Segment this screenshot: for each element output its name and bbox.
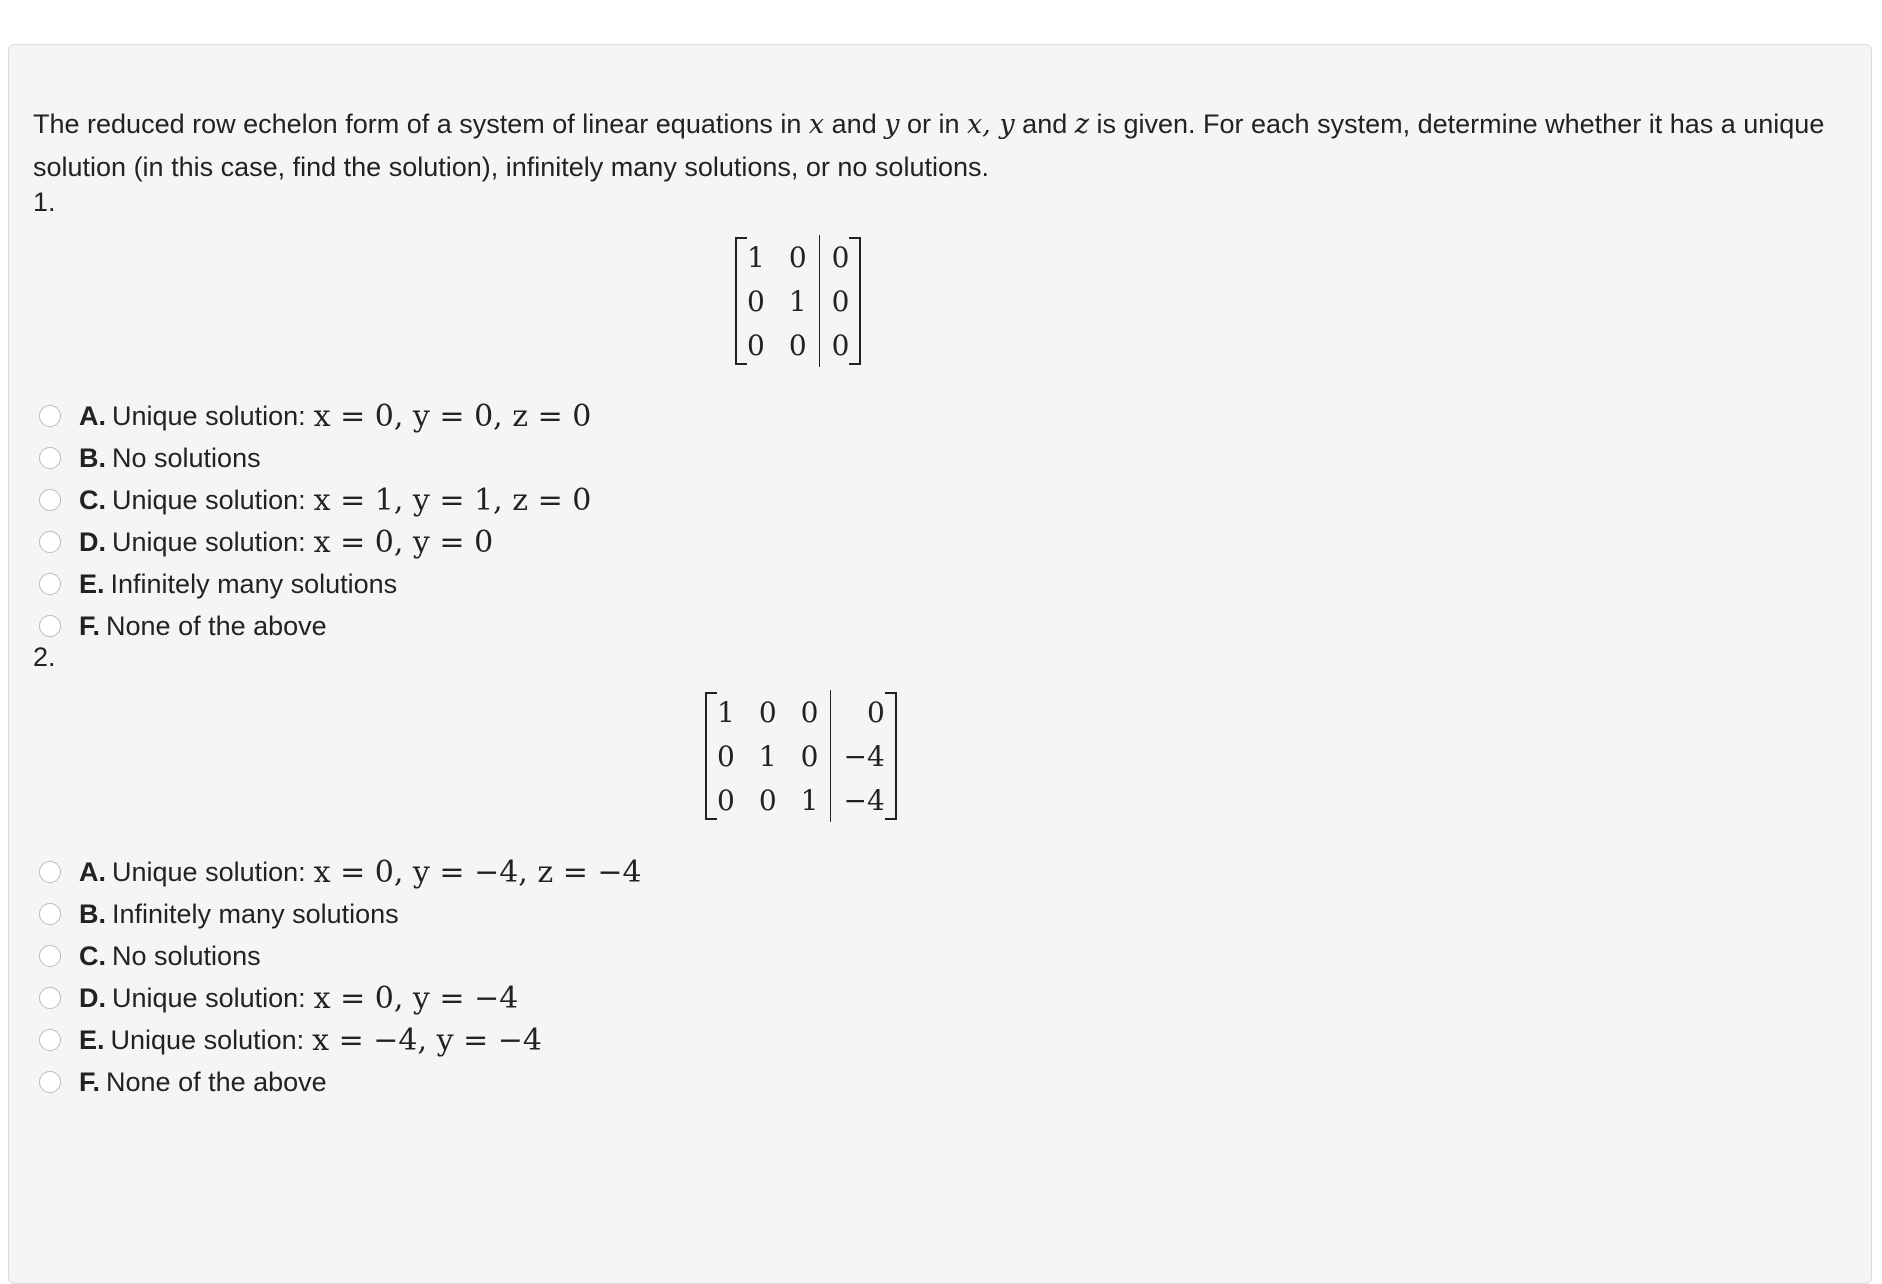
option-letter: A. [79,400,106,431]
option-label: None of the above [106,1066,327,1097]
option-letter: E. [79,1024,105,1055]
question-panel [8,44,1872,1284]
left-bracket [705,692,717,820]
radio-button[interactable] [39,615,61,637]
option-letter: F. [79,1066,101,1097]
matrix-cell: 0 [789,690,831,734]
option-e[interactable] [39,563,591,605]
problem-statement [33,103,1833,188]
option-math: x = 1, y = 1, z = 0 [313,482,592,518]
option-label: Unique solution: [112,982,306,1013]
option-math: x = 0, y = 0, z = 0 [313,398,592,434]
left-bracket [735,237,747,365]
answer-options-2 [39,851,642,1103]
matrix-cell: 0 [747,284,765,318]
matrix-cell: 0 [747,328,765,362]
option-label: Infinitely many solutions [110,568,398,599]
option-a[interactable] [39,395,591,437]
radio-button[interactable] [39,1029,61,1051]
radio-button[interactable] [39,903,61,925]
radio-button[interactable] [39,1071,61,1093]
matrix-cell: 0 [717,783,735,817]
matrix-cell: 0 [866,695,885,729]
question-number: 2. [33,642,56,672]
option-e[interactable] [39,1019,642,1061]
option-label: Unique solution: [112,400,306,431]
option-letter: B. [79,898,106,929]
var-y: y [884,109,900,140]
radio-button[interactable] [39,573,61,595]
option-letter: B. [79,442,106,473]
matrix-cell: 1 [758,739,777,773]
option-label: None of the above [106,610,327,641]
option-letter: E. [79,568,105,599]
option-letter: D. [79,982,106,1013]
matrix-cell: 0 [831,284,850,318]
matrix-cell: 1 [747,240,765,274]
option-math: x = 0, y = 0 [313,524,494,560]
option-letter: C. [79,940,106,971]
matrix-cell: 1 [777,279,819,323]
matrix-cell: 0 [758,695,777,729]
option-d[interactable] [39,977,642,1019]
matrix-cell: 0 [777,235,819,279]
matrix-cell: −4 [843,739,885,773]
option-math: x = −4, y = −4 [312,1022,542,1058]
radio-button[interactable] [39,945,61,967]
radio-button[interactable] [39,861,61,883]
matrix-cell: 0 [717,739,735,773]
var-x: x [808,109,825,140]
question-number: 1. [33,187,56,217]
option-letter: D. [79,526,106,557]
augmented-matrix-2 [705,690,897,822]
answer-options-1 [39,395,591,647]
option-letter: F. [79,610,101,641]
option-label: Unique solution: [110,1024,305,1055]
option-label: Unique solution: [112,856,306,887]
matrix-cell: −4 [843,783,885,817]
option-math: x = 0, y = −4 [313,980,519,1016]
right-bracket [885,692,897,820]
var-z: z [1074,109,1089,140]
intro-text: is given. For each system, determine whether it has a unique solution (in this case, find the solution), infinitely many solutions, or no solutions. [33,109,1825,182]
option-math: x = 0, y = −4, z = −4 [313,854,642,890]
matrix-cell: 0 [789,734,831,778]
option-a[interactable] [39,851,642,893]
option-c[interactable] [39,935,642,977]
matrix-cell: 0 [831,240,850,274]
option-letter: C. [79,484,106,515]
right-bracket [849,237,861,365]
option-label: Unique solution: [112,484,306,515]
radio-button[interactable] [39,489,61,511]
option-b[interactable] [39,893,642,935]
radio-button[interactable] [39,987,61,1009]
var-xy: x, y [967,109,1015,140]
radio-button[interactable] [39,531,61,553]
option-label: No solutions [112,940,261,971]
matrix-cell: 0 [831,328,850,362]
option-c[interactable] [39,479,591,521]
option-f[interactable] [39,605,591,647]
intro-text: The reduced row echelon form of a system of linear equations in [33,109,809,139]
radio-button[interactable] [39,447,61,469]
option-label: Unique solution: [112,526,306,557]
intro-text: and [824,109,885,139]
option-b[interactable] [39,437,591,479]
option-label: Infinitely many solutions [112,898,399,929]
matrix-cell: 1 [717,695,735,729]
intro-text: and [1014,109,1075,139]
option-letter: A. [79,856,106,887]
matrix-cell: 1 [789,778,831,822]
option-f[interactable] [39,1061,642,1103]
matrix-cell: 0 [758,783,777,817]
intro-text: or in [899,109,968,139]
augmented-matrix-1 [735,235,861,367]
matrix-cell: 0 [777,323,819,367]
option-label: No solutions [112,442,261,473]
option-d[interactable] [39,521,591,563]
radio-button[interactable] [39,405,61,427]
